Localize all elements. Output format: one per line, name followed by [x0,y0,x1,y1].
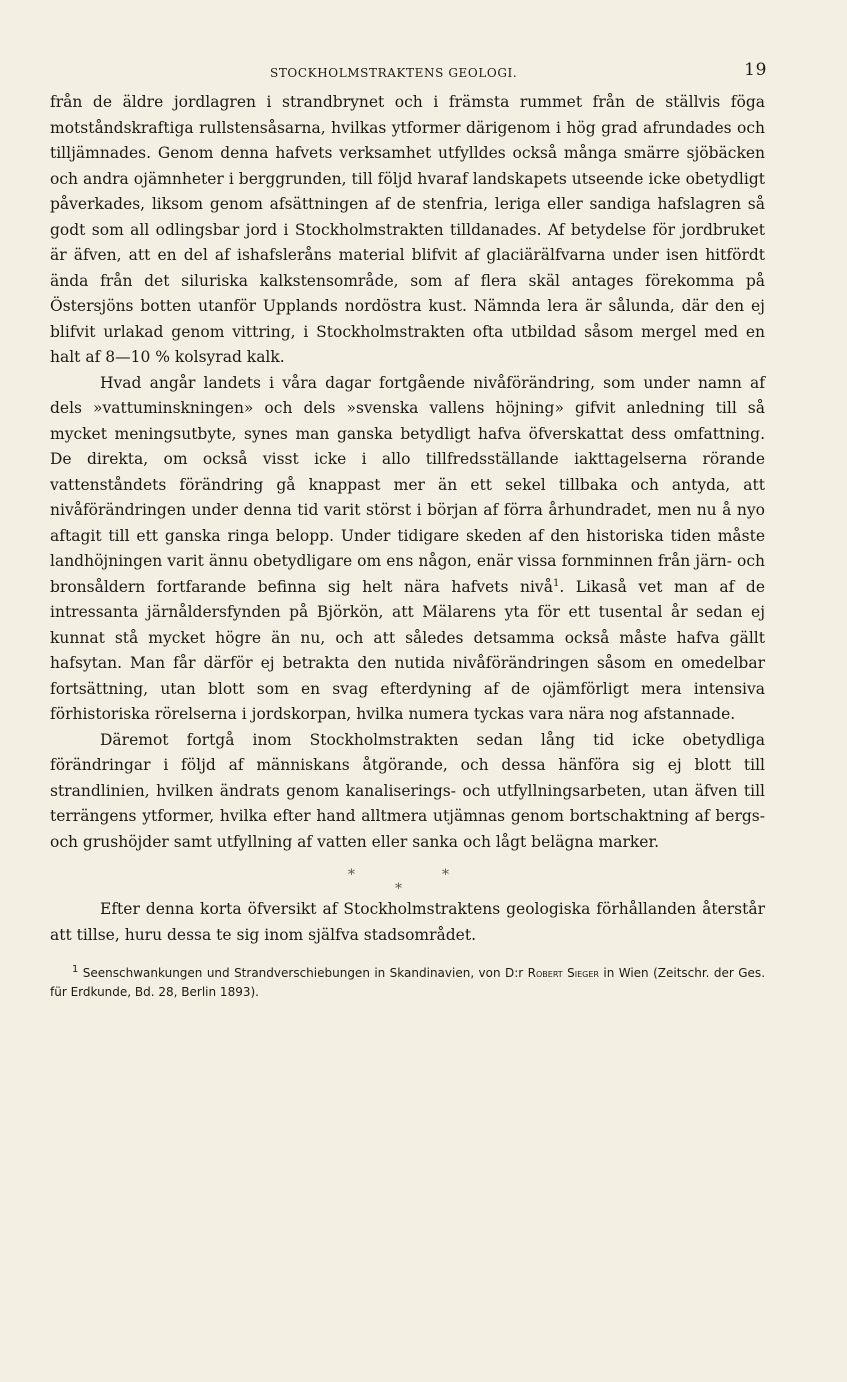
section-separator [50,859,765,895]
footnote-text: in Wien (Zeitschr. der Ges. für Erdkunde, Bd. 28, Berlin 1893). [50,966,766,999]
footnote-mark: 1 [72,964,79,975]
page [50,60,765,1002]
paragraph-text: . Likaså vet man af de intressanta järnåldersfynden på Björkön, att Mälarens yta för ett tusental år sedan ej kunnat stå mycket högre än nu, och att således detsamma också måste hafva gällt hafsytan. Man får därför ej betrakta den nutida nivåförändringen såsom en omedelbar fortsättning, utan blott som en svag efterdyning af de ojämförligt mera intensiva förhistoriska rörelserna i jordskorpan, hvilka numera tyckas vara nära nog afstannade. [50,577,765,723]
paragraph-text: Däremot fortgå inom Stockholmstrakten sedan lång tid icke obetydliga förändringar i följd af människans åtgörande, och dessa hänföra sig ej blott till strandlinien, hvilken ändrats genom kanaliserings- och utfyllningsarbeten, utan äfven till terrängens ytformer, hvilka efter hand alltmera utjämnas genom bortschaktning af bergs- och grushöjder samt utfyllning af vatten eller sanka och lågt belägna marker. [50,730,765,851]
paragraph [50,90,765,371]
paragraph [50,728,765,856]
paragraph-text: Efter denna korta öfversikt af Stockholmstraktens geologiska förhållanden återstår att tillse, huru dessa te sig inom själfva stadsområdet. [50,900,765,944]
running-head [50,60,765,84]
separator-star: * [442,867,449,883]
footnote-text: Seenschwankungen und Strandverschiebungen in Skandinavien, von D:r [82,966,528,980]
footnote-reference: 1 [552,577,560,589]
body-text [50,90,765,948]
running-title: STOCKHOLMSTRAKTENS GEOLOGI. [270,66,518,80]
separator-star: * [348,867,355,883]
paragraph [50,371,765,728]
footnote [50,964,765,1002]
page-number: 19 [744,60,767,80]
footnote-author: Robert Sieger [527,966,599,980]
paragraph-text: från de äldre jordlagren i strandbrynet och i främsta rummet från de ställvis föga motståndskraftiga rullstensåsarna, hvilkas ytformer därigenom i hög grad afrundades och tilljämnades. Genom denna hafvets verksamhet utfylldes också många smärre sjöbäcken och andra ojämnheter i berggrunden, till följd hvaraf landskapets utseende icke obetydligt påverkades, liksom genom afsättningen af de stenfria, leriga eller sandiga hafslagren så godt som all odlingsbar jord i Stockholmstrakten tilldanades. Af betydelse för jordbruket är äfven, att en del af ishafsleråns material blifvit af glaciärälfvarna under isen hitfördt ända från det siluriska kalkstensområde, som af flera skäl antages förekomma på Östersjöns botten utanför Upplands nordöstra kust. Nämnda lera är sålunda, där den ej blifvit urlakad genom vittring, i Stockholmstrakten ofta utbildad såsom mergel med en halt af 8—10 % kolsyrad kalk. [50,93,765,366]
separator-star: * [395,881,402,897]
paragraph [50,897,765,948]
paragraph-text: Hvad angår landets i våra dagar fortgående nivåförändring, som under namn af dels »vattuminskningen» och dels »svenska vallens höjning» gifvit anledning till så mycket meningsutbyte, synes man ganska betydligt hafva öfverskattat dess omfattning. De direkta, om också visst icke i allo tillfredsställande iakttagelserna rörande vattenståndets förändring gå knappast mer än ett sekel tillbaka och antyda, att nivåförändringen under denna tid varit störst i början af förra århundradet, men nu å nyo aftagit till ett ganska ringa belopp. Under tidigare skeden af den historiska tiden måste landhöjningen varit ännu obetydligare om ens någon, enär vissa fornminnen från järn- och bronsåldern fortfarande befinna sig helt nära hafvets nivå [50,373,765,596]
